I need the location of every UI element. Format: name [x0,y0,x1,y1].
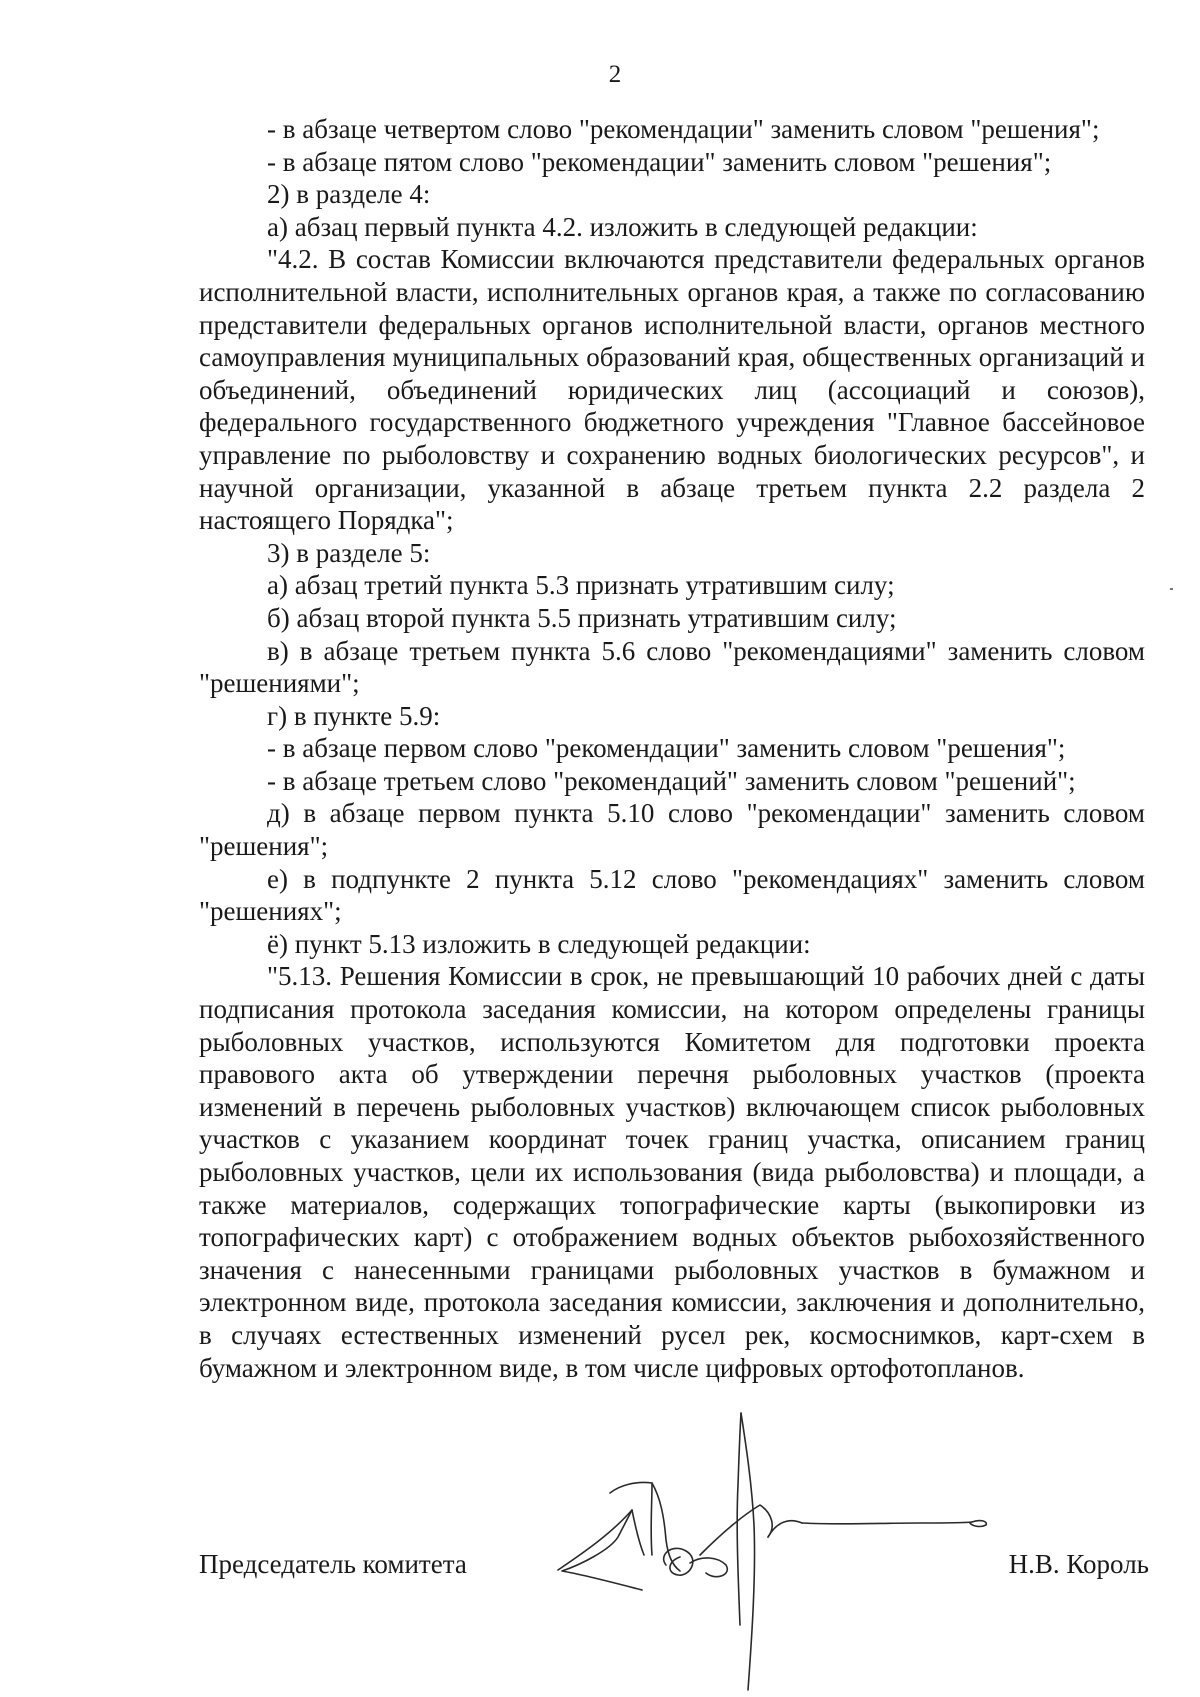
paragraph-item-2: - в абзаце пятом слово "рекомендации" заменить словом "решения"; [267,146,1052,177]
paragraph-item-9: в) в абзаце третьем пункта 5.6 слово "рекомендациями" заменить словом "решениями"; [199,635,1145,699]
paragraph-item-6: 3) в разделе 5: [267,537,431,568]
paragraph-item-7: а) абзац третий пункта 5.3 признать утратившим силу; [267,570,895,601]
document-body [199,113,1145,1384]
paragraph-item-4: а) абзац первый пункта 4.2. изложить в следующей редакции: [267,211,978,242]
paragraph-item-12: - в абзаце третьем слово "рекомендаций" заменить словом "решений"; [267,765,1076,796]
paragraph-item-3: 2) в разделе 4: [267,179,431,210]
paragraph-item-5: "4.2. В состав Комиссии включаются представители федеральных органов исполнительной власти, исполнительных органов края, а также по согласованию представители федеральных органов исполнительной власти, органов местного самоуправления муниципальных образований края, общественных организаций и объединений, объединений юридических лиц (ассоциаций и союзов), федерального государственного бюджетного учреждения "Главное бассейновое управление по рыболовству и сохранению водных биологических ресурсов", и научной организации, указанной в абзаце третьем пункта 2.2 раздела 2 настоящего Порядка"; [199,244,1145,536]
paragraph-item-15: ё) пункт 5.13 изложить в следующей редакции: [267,928,811,959]
paragraph-item-11: - в абзаце первом слово "рекомендации" заменить словом "решения"; [267,733,1066,764]
paragraph-item-8: б) абзац второй пункта 5.5 признать утратившим силу; [267,602,897,633]
page-number: 2 [608,61,622,88]
paragraph-item-10: г) в пункте 5.9: [267,700,441,731]
paragraph-item-1: - в абзаце четвертом слово "рекомендации" заменить словом "решения"; [267,114,1100,144]
scan-speck [1170,588,1173,590]
signatory-title: Председатель комитета [199,1549,467,1579]
paragraph-item-16: "5.13. Решения Комиссии в срок, не превышающий 10 рабочих дней с даты подписания протокола заседания комиссии, на котором определены границы рыболовных участков, используются Комитетом для подготовки проекта правового акта об утверждении перечня рыболовных участков (проекта изменений в перечень рыболовных участков) включающем список рыболовных участков с указанием координат точек границ участка, описанием границ рыболовных участков, цели их использования (вида рыболовства) и площади, а также материалов, содержащих топографические карты (выкопировки из топографических карт) с отображением водных объектов рыбохозяйственного значения с нанесенными границами рыболовных участков в бумажном и электронном виде, протокола заседания комиссии, заключения и дополнительно, в случаях естественных изменений русел рек, космоснимков, карт-схем в бумажном и электронном виде, в том числе цифровых ортофотопланов. [199,961,1145,1383]
handwritten-signature [540,1405,1010,1697]
paragraph-item-13: д) в абзаце первом пункта 5.10 слово "рекомендации" заменить словом "решения"; [199,798,1145,862]
paragraph-item-14: е) в подпункте 2 пункта 5.12 слово "рекомендациях" заменить словом "решениях"; [199,863,1145,927]
signatory-name: Н.В. Король [1008,1549,1149,1579]
